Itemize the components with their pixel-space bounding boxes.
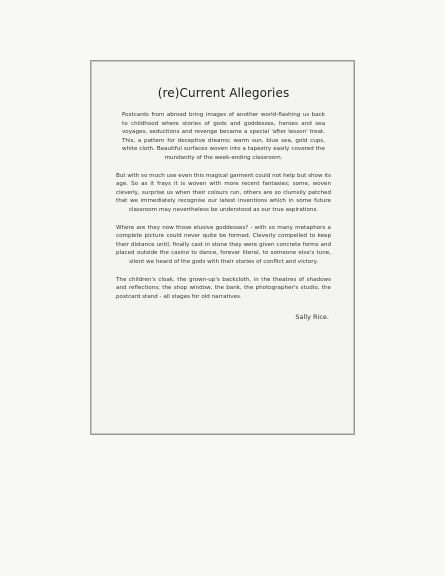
page-title: (re)Current Allegories <box>157 86 290 100</box>
paragraph-4: The children's cloak, the grown-up's backcloth, in the theatres of shadows and reflections; the shop window, the bank, the photographer's studio, the postcard stand - all stages for old narratives. <box>116 276 331 300</box>
paragraph-1: Postcards from abroad bring images of another world-flashing us back to childhood where stories of gods and goddesses, heroes and sea voyages, seductions and revenge became a special 'after lesson' treat. This, a pattern for deceptive dreams; warm sun, blue sea, gold cups, white cloth. Beautiful surfaces woven into a tapestry easily covered the mundanity of the week-ending classroom. <box>122 112 325 161</box>
paragraph-2: But with so much use even this magical garment could not help but show its age. So as it frays it is woven with more recent fantasies; some, woven cleverly, surprise us when their colours run, others are so clumsily patched that we immediately recognise our latest inventions which in some future classroom may nevertheless be understood as our true aspirations. <box>116 172 331 213</box>
paragraph-3: Where are they now those elusive goddesses? - with so many metaphors a complete picture could never quite be formed. Cleverly compelled to keep their distance until, finally cast in stone they were given concrete forms and placed outside the casino to dance, forever literal, to someone else's tune, silent we heard of the gods with their stories of conflict and victory. <box>116 224 331 265</box>
document-page <box>92 62 353 433</box>
author-signature: Sally Rice. <box>295 313 329 322</box>
